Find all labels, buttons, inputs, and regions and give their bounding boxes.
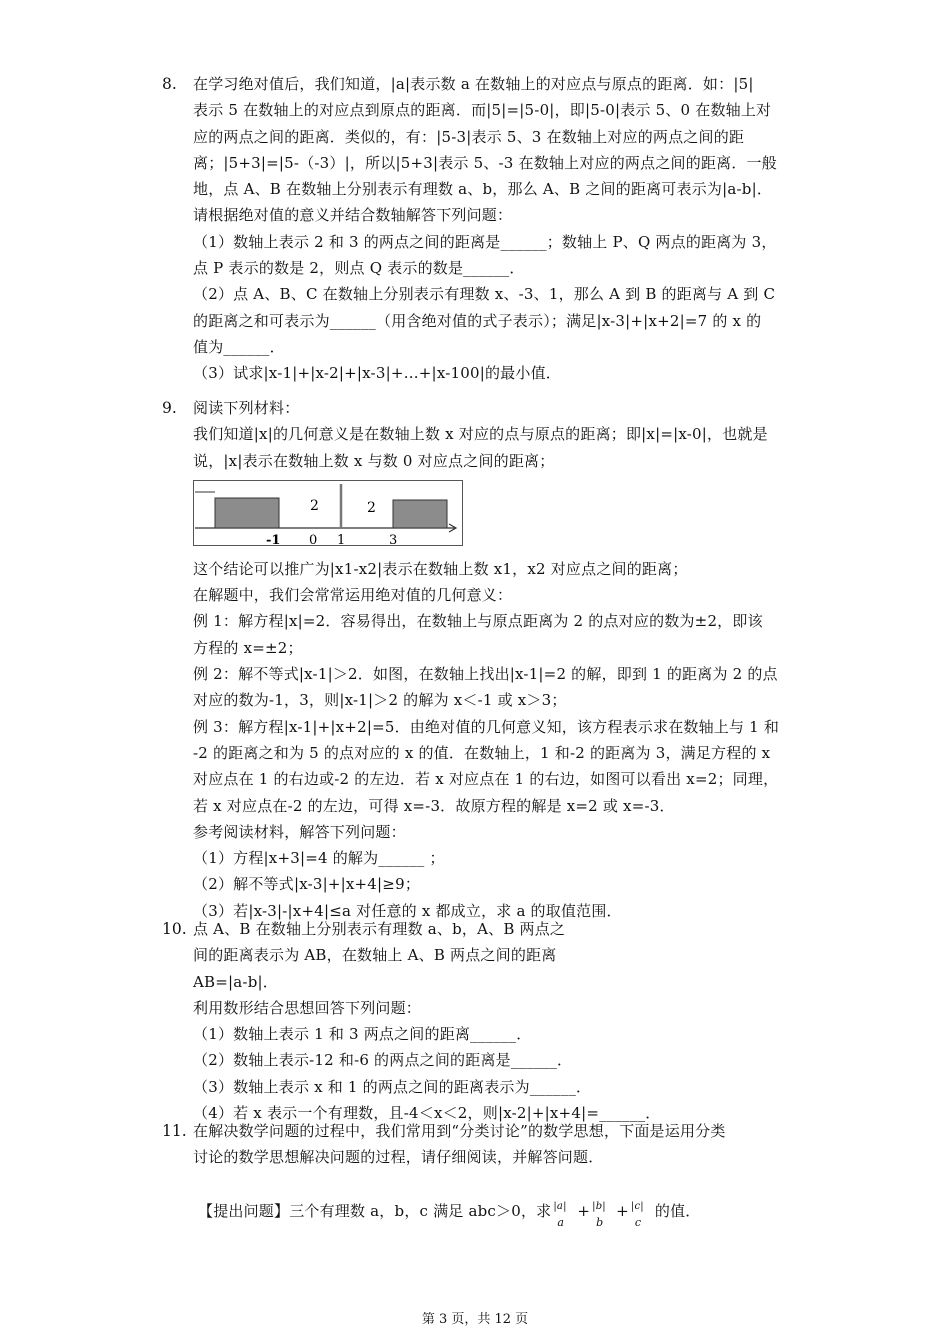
text-line: 例 3：解方程|x-1|+|x+2|=5．由绝对值的几何意义知，该方程表示求在数轴上与 1 和	[193, 717, 780, 736]
text-line: 方程的 x=±2；	[193, 638, 303, 657]
problem-body	[193, 1118, 802, 1171]
question-prefix: 【提出问题】三个有理数 a，b，c 满足 abc＞0，求	[198, 1202, 552, 1220]
text-line: （2）数轴上表示-12 和-6 的两点之间的距离是______．	[193, 1051, 573, 1070]
text-line: 若 x 对应点在-2 的左边，可得 x=-3．故原方程的解是 x=2 或 x=-3．	[193, 796, 675, 815]
text-line: 阅读下列材料：	[193, 399, 300, 417]
problem-number: 11.	[162, 1122, 187, 1140]
shaded-box-left	[215, 498, 279, 528]
text-line: 对应点在 1 的右边或-2 的左边．若 x 对应点在 1 的右边，如图可以看出 x=2；同理，	[193, 770, 779, 789]
text-line: （2）解不等式|x-3|+|x+4|≥9；	[193, 875, 421, 894]
tick-label: 3	[389, 532, 398, 546]
problem-number: 9.	[162, 399, 177, 417]
distance-label: 2	[367, 499, 376, 516]
plus-sign: +	[616, 1202, 629, 1220]
problem-8	[162, 71, 802, 387]
tick-label: 0	[309, 532, 318, 546]
text-line: 离；|5+3|=|5-（-3）|，所以|5+3|表示 5、-3 在数轴上对应的两点之间的距离．一般	[193, 153, 777, 172]
text-line: 请根据绝对值的意义并结合数轴解答下列问题：	[193, 206, 513, 225]
question-suffix: 的值．	[654, 1202, 701, 1220]
text-line: 说，|x|表示在数轴上数 x 与数 0 对应点之间的距离；	[193, 451, 555, 470]
text-line: （4）若 x 表示一个有理数，且-4＜x＜2，则|x-2|+|x+4|=______．	[193, 1104, 661, 1123]
text-line: -2 的距离之和为 5 的点对应的 x 的值．在数轴上，1 和-2 的距离为 3，满足方程的 x	[193, 743, 771, 762]
tick-label: -1	[266, 532, 281, 546]
text-line: 我们知道|x|的几何意义是在数轴上数 x 对应的点与原点的距离；即|x|=|x-0|，也就是	[193, 425, 768, 444]
text-line: （1）数轴上表示 1 和 3 两点之间的距离______．	[193, 1025, 532, 1044]
text-line: 的距离之和可表示为______（用含绝对值的式子表示）；满足|x-3|+|x+2|=7 的 x 的	[193, 311, 762, 330]
fraction-numerator: |a|	[553, 1201, 567, 1212]
plus-sign: +	[577, 1202, 591, 1220]
text-line: （3）试求|x-1|+|x-2|+|x-3|+…+|x-100|的最小值．	[193, 364, 561, 383]
text-line: 参考阅读材料，解答下列问题：	[193, 822, 406, 841]
text-line: （3）数轴上表示 x 和 1 的两点之间的距离表示为______．	[193, 1077, 592, 1096]
text-line: 间的距离表示为 AB，在数轴上 A、B 两点之间的距离	[193, 946, 557, 965]
text-line: 值为______．	[193, 337, 285, 356]
text-line: 这个结论可以推广为|x1-x2|表示在数轴上数 x1，x2 对应点之间的距离；	[193, 559, 688, 578]
text-line: （2）点 A、B、C 在数轴上分别表示有理数 x、-3、1，那么 A 到 B 的距离与 A 到 C	[193, 285, 776, 304]
text-line: （1）方程|x+3|=4 的解为______ ；	[193, 849, 445, 868]
text-line: （1）数轴上表示 2 和 3 的两点之间的距离是______；数轴上 P、Q 两点的距离为 3，	[193, 232, 777, 251]
page-footer: 第 3 页，共 12 页	[421, 1312, 529, 1327]
number-line-figure	[193, 480, 463, 546]
question-line	[198, 1198, 701, 1229]
tick-label: 1	[337, 532, 346, 546]
problem-number: 10.	[162, 920, 187, 938]
text-line: 在学习绝对值后，我们知道，|a|表示数 a 在数轴上的对应点与原点的距离．如：|5|	[193, 75, 754, 93]
shaded-box-right	[393, 500, 447, 528]
fraction-b	[590, 1198, 616, 1229]
text-line: 讨论的数学思想解决问题的过程，请仔细阅读，并解答问题．	[193, 1148, 604, 1167]
text-line: 点 P 表示的数是 2，则点 Q 表示的数是______．	[193, 259, 525, 278]
problem-number: 8.	[162, 75, 177, 93]
problem-9	[162, 395, 802, 924]
problem-body	[193, 916, 802, 1126]
fraction-denominator: a	[557, 1216, 565, 1229]
fraction-numerator: |c|	[630, 1201, 644, 1212]
text-line: 利用数形结合思想回答下列问题：	[193, 998, 422, 1017]
text-line: 点 A、B 在数轴上分别表示有理数 a、b，A、B 两点之	[193, 920, 566, 938]
text-line: 在解题中，我们会常常运用绝对值的几何意义：	[193, 586, 513, 605]
text-line: 例 2：解不等式|x-1|＞2．如图，在数轴上找出|x-1|=2 的解，即到 1 的距离为 2 的点	[193, 665, 778, 684]
text-line: 应的两点之间的距离．类似的，有：|5-3|表示 5、3 在数轴上对应的两点之间的距	[193, 127, 745, 146]
text-line: 在解决数学问题的过程中，我们常用到“分类讨论”的数学思想，下面是运用分类	[193, 1122, 726, 1140]
problem-body	[193, 71, 802, 387]
problem-10	[162, 916, 802, 1126]
text-line: AB=|a-b|．	[193, 972, 278, 991]
text-line: 例 1：解方程|x|=2．容易得出，在数轴上与原点距离为 2 的点对应的数为±2，即该	[193, 612, 763, 631]
text-line: 对应的数为-1，3，则|x-1|＞2 的解为 x＜-1 或 x＞3；	[193, 691, 567, 710]
distance-label: 2	[310, 497, 319, 514]
fraction-c	[629, 1198, 655, 1229]
problem-11	[162, 1118, 802, 1171]
fraction-numerator: |b|	[592, 1201, 606, 1212]
problem-body	[193, 395, 802, 924]
text-line: 表示 5 在数轴上的对应点到原点的距离．而|5|=|5-0|，即|5-0|表示 5、0 在数轴上对	[193, 101, 772, 120]
text-line: 地，点 A、B 在数轴上分别表示有理数 a、b，那么 A、B 之间的距离可表示为|a-b|．	[193, 180, 773, 199]
fraction-denominator: b	[596, 1216, 604, 1229]
fraction-denominator: c	[634, 1216, 642, 1229]
fraction-a	[551, 1198, 577, 1229]
text-line: （3）若|x-3|-|x+4|≤a 对任意的 x 都成立，求 a 的取值范围．	[193, 901, 622, 920]
